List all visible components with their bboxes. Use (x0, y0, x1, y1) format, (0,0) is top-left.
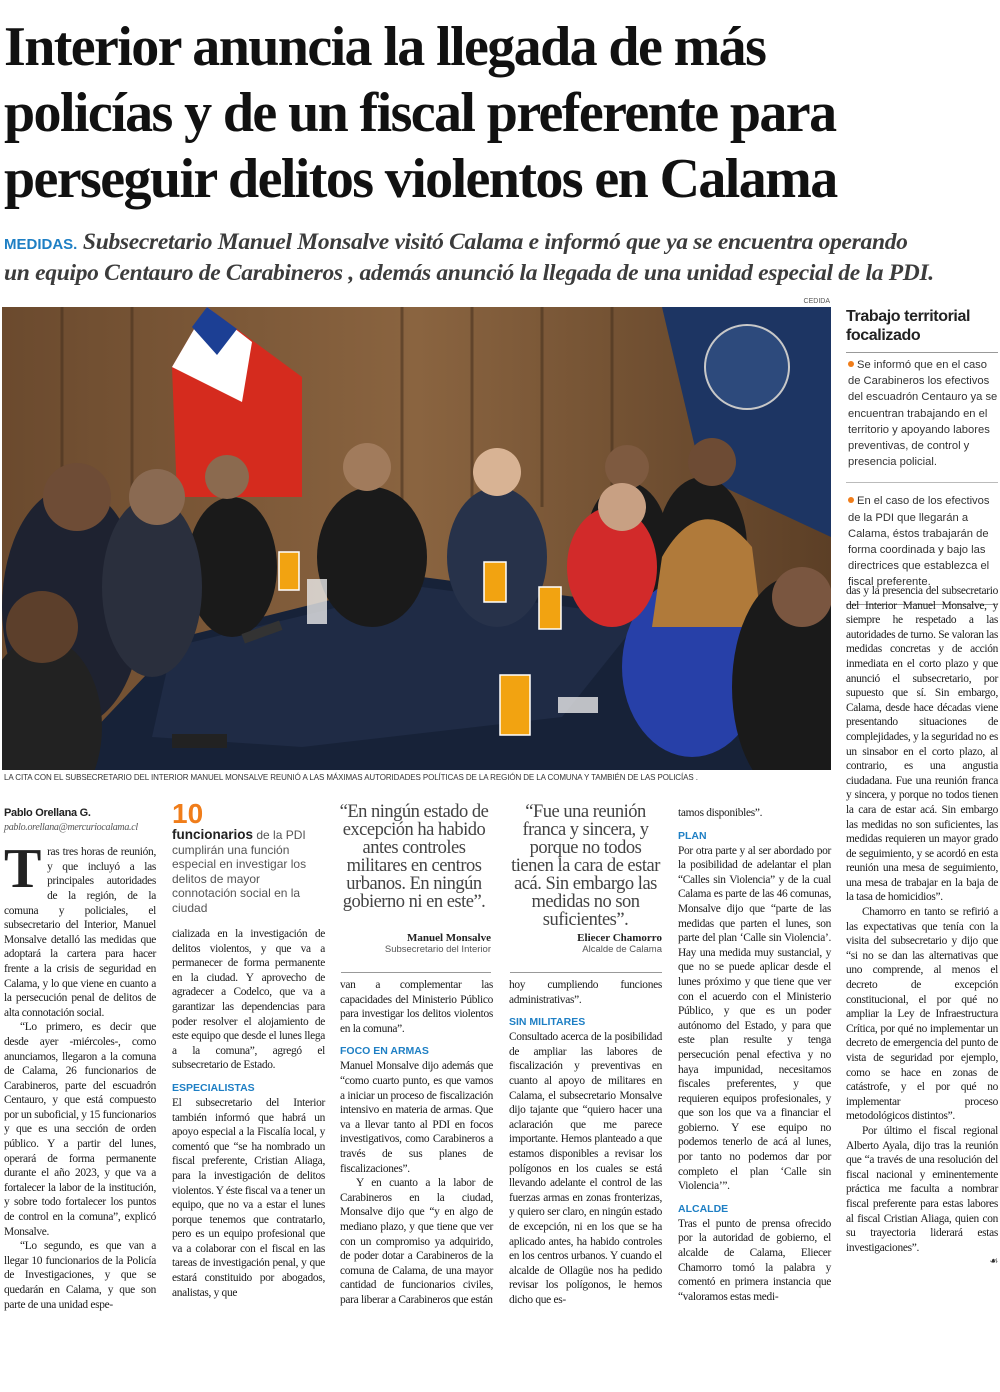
deck (4, 228, 994, 288)
body-paragraph: Consultado acerca de la posibilidad de ampliar las labores de fiscalización y preventivas en cuanto al apoyo de militares en Calama, el subsecretario Monsalve dijo tajante que “quiero hacer una aclaración que me parece importante. Hemos planteado a que estamos disponibles a revisar los polígonos en los cuales se está llevando adelante el control de las fuerzas armas en zonas fronterizas, y quiero ser claro, en ningún estado de excepción, ni en los que se ha aplicado antes, ha habido controles en los centros urbanos. Y cuando el alcalde de Ollagüe nos ha pedido revisar los polígonos, le hemos dicho que es- (509, 1031, 662, 1306)
body-paragraph: Manuel Monsalve dijo además que “como cuarto punto, es que vamos a iniciar un proceso de fiscalización intensivo en materia de armas. Que va a llevar tanto al PDI en focos investigativos, como Carabineros a través de sus planes de fiscalizaciones”. (340, 1060, 493, 1175)
body-paragraph: Por último el fiscal regional Alberto Ayala, dijo tras la reunión que “a través de una resolución del fiscal nacional y eminentemente práctica me faculta a nombrar fiscal preferente para estas labores al fiscal Cristian Aliaga, quien con su trayectoria liderará estas investigaciones”. (846, 1124, 998, 1254)
pull-quote-1-author: Manuel Monsalve Subsecretario del Interior (384, 932, 491, 955)
fact-text: de la PDI cumplirán una función especial en investigar los delitos de mayor connotación social en la ciudad (172, 828, 307, 915)
deck-line-2: un equipo Centauro de Carabineros , además anunció la llegada de una unidad especial de la PDI. (4, 260, 934, 286)
column-2 (172, 927, 325, 1300)
pull-quote-2: “Fue una reunión franca y sincera, y porque no todos tienen la cara de estar acá. Sin embargo las medidas no son suficientes”. (511, 802, 660, 930)
fact-box (172, 800, 325, 916)
column-6 (846, 584, 998, 1270)
body-paragraph: Y en cuanto a la labor de Carabineros en la ciudad, Monsalve dijo que “y en algo de mediano plazo, y que tiene que ver con un compromiso ya adquirido, de poder dotar a Carabineros de la comuna de Calama, de una mayor cantidad de funcionarios civiles, para liberar a Carabineros que están (340, 1177, 493, 1306)
bullet-dot-icon (848, 361, 854, 367)
pull-quote-1: “En ningún estado de excepción ha habido antes controles militares en centros urbanos. En ningún gobierno ni en este”. (339, 802, 489, 912)
drop-cap: T (4, 838, 42, 901)
photo-credit: CEDIDA (803, 298, 830, 305)
meeting-photo (2, 307, 831, 770)
sidebox (846, 307, 998, 605)
headline-line-3: perseguir delitos violentos en Calama (4, 148, 837, 210)
byline-author: Pablo Orellana G. (4, 807, 91, 819)
subhead-especialistas: ESPECIALISTAS (172, 1081, 255, 1094)
fact-number: 10 (172, 798, 204, 829)
headline-line-2: policías y de un fiscal preferente para (4, 82, 836, 144)
byline-email: pablo.orellana@mercuriocalama.cl (4, 821, 138, 833)
body-paragraph: El subsecretario del Interior también informó que habrá un apoyo especial a la Fiscalía local, y comentó que “se ha nombrado un fiscal preferente, Cristian Aliaga, para la investigación de delitos violentos. Y éste fiscal va a tener un equipo, que no va a estar el lunes porque tenemos que contratarlo, pero es un equipo profesional que va a colaborar con el fiscal en las tareas de investigación penal, y que estará constituido por abogados, analistas, y que (172, 1096, 325, 1299)
body-paragraph: cializada en la investigación de delitos violentos, y que va a permanecer de forma permanente en la ciudad. Y aprovecho de agradecer a Codelco, que va a garantizar las dependencias para poder resolver el alojamiento de este equipo que desde el lunes llega a la comuna”, agregó el subsecretario de Estado. (172, 928, 325, 1072)
deck-line-1: Subsecretario Manuel Monsalve visitó Calama e informó que ya se encuentra operando (82, 229, 908, 255)
divider (341, 972, 491, 973)
column-1 (4, 806, 156, 1312)
body-paragraph: Por otra parte y al ser abordado por la posibilidad de adelantar el plan “Calles sin Violencia” y de la cual Calama es parte de las 46 comunas, Monsalve dijo que “parte de las medidas que parten el lunes, son parte del plan ‘Calle sin Violencia’. Hay una medida muy sustancial, y que no se puede aplicar desde el lunes próximo y que tiene que ver con el acuerdo con el Ministerio Público, y que es un poder autónomo del Estado, y para que este plan resulte y tenga persecución penal efectiva y no haya impunidad, necesitamos fiscales preferentes, y que requieren equipos profesionales, y que son los que va a financiar el gobierno. Y ese equipo no podemos tenerlo de acá al lunes, por tanto no podemos dar por completo el plan ‘Calle sin Violencia’”. (678, 844, 831, 1193)
meeting-photo-image (2, 307, 831, 770)
pull-quote-2-author: Eliecer Chamorro Alcalde de Calama (577, 932, 662, 955)
sidebox-item-2: En el caso de los efectivos de la PDI que llegarán a Calama, éstos trabajarán de forma coordinada y bajo las directrices que establezca el fiscal preferente. (846, 482, 998, 595)
headline-line-1: Interior anuncia la llegada de más (4, 16, 766, 78)
subhead-alcalde: ALCALDE (678, 1202, 729, 1215)
column-5 (678, 806, 831, 1304)
deck-kicker: MEDIDAS. (4, 236, 78, 253)
photo-caption: LA CITA CON EL SUBSECRETARIO DEL INTERIOR MANUEL MONSALVE REUNIÓ A LAS MÁXIMAS AUTORIDADES POLÍTICAS DE LA REGIÓN DE LA COMUNA Y TAMBIÉN DE LAS POLICÍAS . (4, 773, 698, 782)
body-paragraph: “Lo segundo, es que van a llegar 10 funcionarios de la Policía de Investigaciones, y que se quedarán en Calama, y que son parte de una unidad espe- (4, 1240, 156, 1311)
headline (4, 14, 994, 212)
end-mark-icon: ☙ (989, 1256, 998, 1268)
body-paragraph: ras tres horas de reunión, y que incluyó a las principales autoridades de la región, de la comuna y policiales, el subsecretario del Interior, Manuel Monsalve detalló las medidas que adoptará la cartera para hacer frente a la crisis de seguridad en Calama, y lo que viene en cuanto a la persecución penal de delitos de alta connotación social. (4, 846, 156, 1019)
divider (510, 972, 662, 973)
subhead-sin-militares: SIN MILITARES (509, 1016, 586, 1029)
sidebox-title: Trabajo territorial focalizado (846, 307, 998, 353)
body-paragraph: Chamorro en tanto se refirió a las expectativas que tenía con la visita del subsecretario y dijo que “si no se dan las alternativas que uno comprende, al menos el decreto de excepción constitucional, el por qué no ampliar la Ley de Infraestructura Crítica, por qué no implementar un decreto de emergencia del punto de vista de seguridad por ejemplo, como se hace en zonas de catástrofe, y el por qué no implementar proceso metodológicos distintos”. (846, 906, 998, 1123)
body-paragraph: van a complementar las capacidades del Ministerio Público para investigar los delitos violentos en la comuna”. (340, 979, 493, 1035)
sidebox-item-1: Se informó que en el caso de Carabineros los efectivos del escuadrón Centauro ya se encuentran trabajando en el territorio y apoyando labores preventivas, de control y presencia policial. (848, 359, 998, 469)
subhead-foco-en-armas: FOCO EN ARMAS (340, 1045, 429, 1058)
body-paragraph: Tras el punto de prensa ofrecido por la autoridad de gobierno, el alcalde de Calama, Eliecer Chamorro tomó la palabra y comentó en primera instancia que “valoramos estas medi- (678, 1217, 831, 1303)
body-paragraph: “Lo primero, es decir que desde ayer -miércoles-, como anunciamos, llegaron a la comuna de Calama, 26 funcionarios de Carabineros, parte del escuadrón Centauro, y que está compuesto por un suboficial, y 15 funcionarios y que es una sección de orden público. Y a partir del lunes, operará de forma permanente durante el año 2023, y que va a fortalecer la labor de la institución, y sobre todo fortalecer los puntos de control en la comuna”, explicó Monsalve. (4, 1021, 156, 1238)
body-paragraph: tamos disponibles”. (678, 807, 763, 819)
column-3 (340, 978, 493, 1307)
body-paragraph: das y la presencia del subsecretario del Interior Manuel Monsalve, y siempre he respetado a las autoridades de turno. Se valoran las medidas concretas y de acción inmediata en el corto plazo y que anunció el subsecretario, por supuesto que sí. Sin embargo, Calama, desde hace décadas viene presentando situaciones de complejidades, y la seguridad no es un sinsabor en el corto plazo, al contrario, es una angustia ciudadana. Fue una reunión franca y sincera, y porque no todos tienen la cara de estar acá. Sin embargo las medidas no son suficientes, las medidas requieren un mayor grado de seguimiento, y se acordó en esta reunión una mesa de seguimiento, una mesa de trabajar en la baja de la tasa de homicidios”. (846, 585, 998, 904)
fact-highlight: funcionarios (172, 827, 254, 842)
bullet-dot-icon (848, 497, 854, 503)
body-paragraph: hoy cumpliendo funciones administrativas”. (509, 979, 662, 1006)
subhead-plan: PLAN (678, 829, 707, 842)
column-4 (509, 978, 662, 1307)
